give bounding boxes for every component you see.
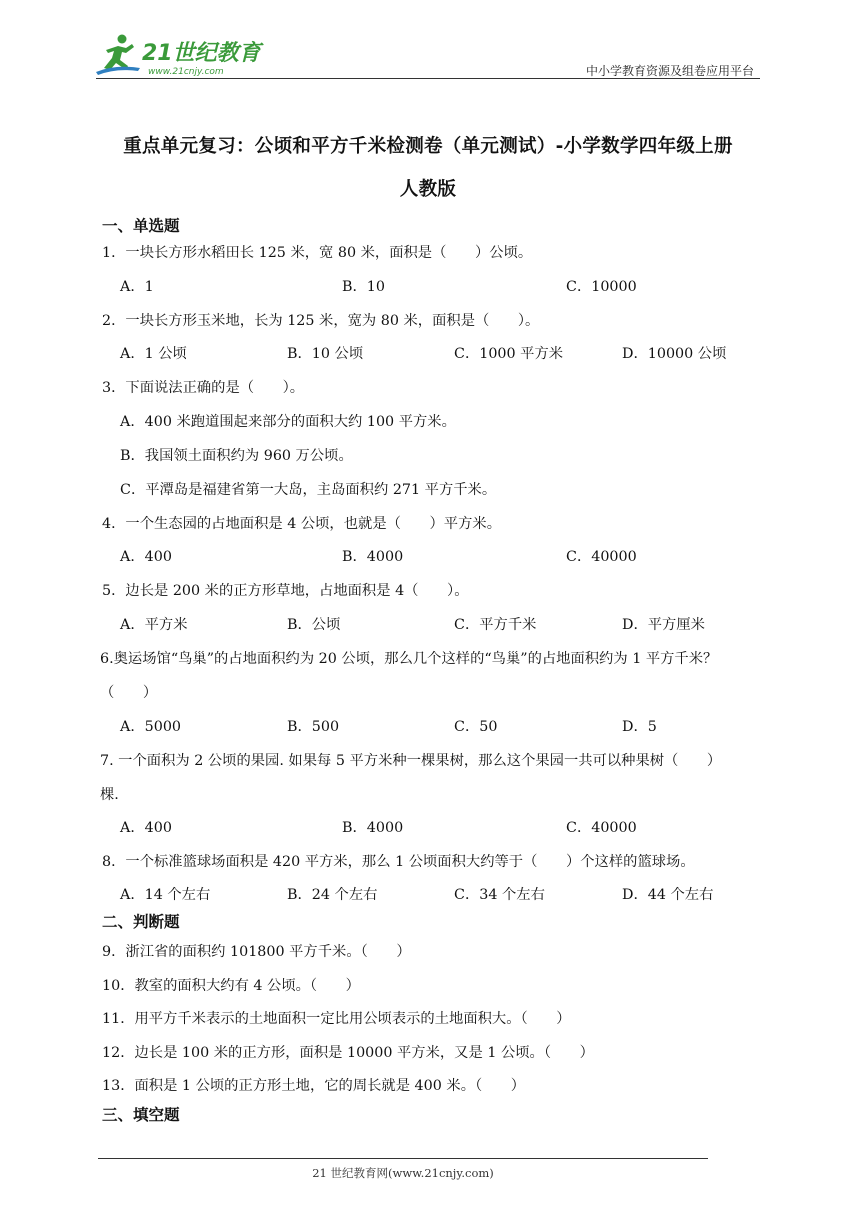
- section-heading: 一、单选题: [102, 217, 180, 235]
- option: C．1000 平方米: [454, 346, 564, 362]
- question-3: 3．下面说法正确的是（ ）。: [102, 380, 305, 396]
- page-title-line2: 人教版: [399, 179, 457, 200]
- option: D．平方厘米: [622, 617, 705, 633]
- option: B．10 公顷: [287, 346, 364, 362]
- option: B．24 个左右: [287, 887, 378, 903]
- option: A．14 个左右: [120, 887, 211, 903]
- option: C．40000: [566, 549, 637, 565]
- logo-url: www.21cnjy.com: [148, 67, 224, 77]
- section-heading: 二、判断题: [102, 913, 180, 931]
- option: C．34 个左右: [454, 887, 545, 903]
- site-logo: [96, 30, 266, 78]
- page-footer: 21 世纪教育网(www.21cnjy.com): [312, 1166, 494, 1180]
- option: A．400: [120, 820, 172, 836]
- question-12: 12．边长是 100 米的正方形，面积是 10000 平方米，又是 1 公顷。（ ）: [102, 1045, 594, 1061]
- question-5: 5．边长是 200 米的正方形草地，占地面积是 4（ ）。: [102, 583, 469, 599]
- question-1: 1．一块长方形水稻田长 125 米，宽 80 米，面积是（ ）公顷。: [102, 245, 533, 261]
- question-9: 9．浙江省的面积约 101800 平方千米。（ ）: [102, 944, 411, 960]
- option: A．5000: [120, 719, 182, 735]
- option: D．44 个左右: [622, 887, 714, 903]
- question-4: 4．一个生态园的占地面积是 4 公顷，也就是（ ）平方米。: [102, 516, 501, 532]
- question-8: 8．一个标准篮球场面积是 420 平方米，那么 1 公顷面积大约等于（ ）个这样的篮球场。: [102, 854, 695, 870]
- question-7: 7. 一个面积为 2 公顷的果园. 如果每 5 平方米种一棵果树，那么这个果园一共可以种果树（ ）: [100, 753, 722, 769]
- question-11: 11．用平方千米表示的土地面积一定比用公顷表示的土地面积大。（ ）: [102, 1011, 571, 1027]
- question-6: 6.奥运场馆“鸟巢”的占地面积约为 20 公顷，那么几个这样的“鸟巢”的占地面积约为 1 平方千米？: [100, 651, 718, 667]
- option: B．4000: [342, 549, 404, 565]
- option: C．10000: [566, 279, 637, 295]
- option: C．50: [454, 719, 498, 735]
- option: D．10000 公顷: [622, 346, 727, 362]
- question-13: 13．面积是 1 公顷的正方形土地，它的周长就是 400 米。（ ）: [102, 1078, 526, 1094]
- question-6-cont: （ ）: [100, 685, 158, 701]
- page-header: [96, 30, 760, 80]
- runner-icon: [96, 35, 140, 76]
- option: C．平方千米: [454, 617, 537, 633]
- option: B．4000: [342, 820, 404, 836]
- option: A．1 公顷: [120, 346, 187, 362]
- option: A．400: [120, 549, 172, 565]
- footer-divider: [98, 1158, 708, 1159]
- question-7-cont: 棵.: [100, 787, 119, 803]
- option: C．平潭岛是福建省第一大岛，主岛面积约 271 平方千米。: [120, 482, 497, 498]
- page-title: 重点单元复习：公顷和平方千米检测卷（单元测试）-小学数学四年级上册: [123, 136, 733, 157]
- question-10: 10．教室的面积大约有 4 公顷。（ ）: [102, 978, 360, 994]
- option: C．40000: [566, 820, 637, 836]
- option: B．10: [342, 279, 385, 295]
- option: A．400 米跑道围起来部分的面积大约 100 平方米。: [120, 414, 456, 430]
- question-2: 2．一块长方形玉米地，长为 125 米，宽为 80 米，面积是（ ）。: [102, 313, 540, 329]
- option: B．500: [287, 719, 340, 735]
- option: D．5: [622, 719, 657, 735]
- option: A．1: [120, 279, 154, 295]
- section-heading: 三、填空题: [102, 1106, 180, 1124]
- platform-label: 中小学教育资源及组卷应用平台: [585, 64, 754, 78]
- logo-text: 21世纪教育: [142, 41, 261, 66]
- option: B．公顷: [287, 617, 341, 633]
- header-divider: [96, 78, 760, 79]
- option: A．平方米: [120, 617, 188, 633]
- option: B．我国领土面积约为 960 万公顷。: [120, 448, 353, 464]
